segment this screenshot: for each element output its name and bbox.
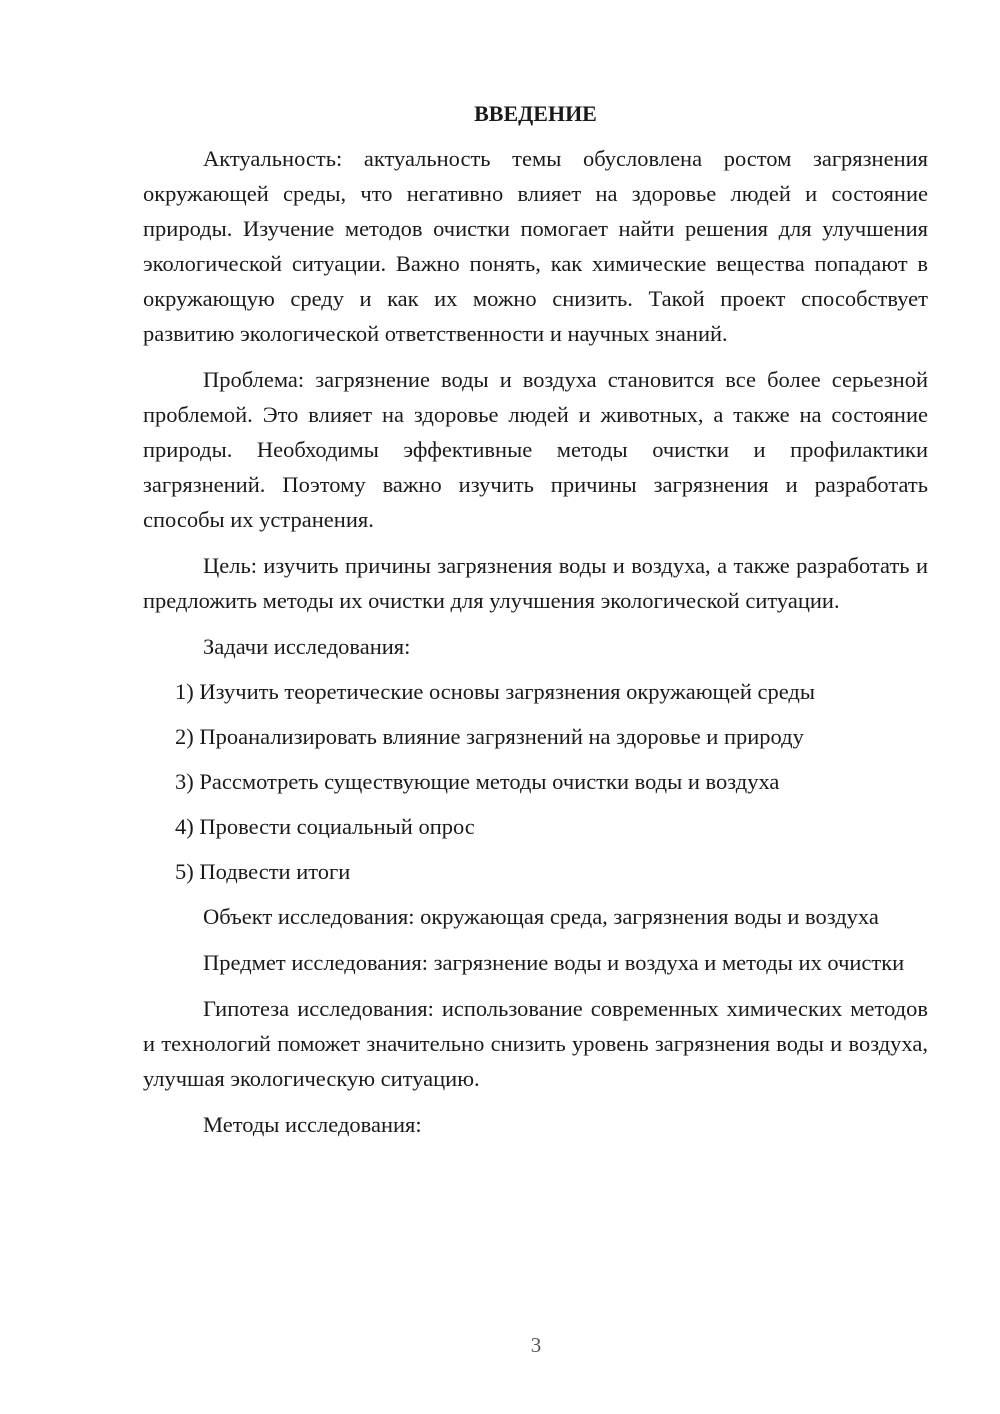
methods-heading: Методы исследования: xyxy=(203,1112,422,1137)
task-item: 1) Изучить теоретические основы загрязнения окружающей среды xyxy=(175,679,815,704)
task-item: 4) Провести социальный опрос xyxy=(175,814,475,839)
tasks-list xyxy=(143,674,928,889)
object-paragraph: Объект исследования: окружающая среда, загрязнения воды и воздуха xyxy=(203,904,879,929)
subject-paragraph: Предмет исследования: загрязнение воды и воздуха и методы их очистки xyxy=(203,950,905,975)
page-number: 3 xyxy=(530,1333,542,1357)
tasks-heading: Задачи исследования: xyxy=(203,634,411,659)
task-item: 2) Проанализировать влияние загрязнений на здоровье и природу xyxy=(175,724,804,749)
task-item: 5) Подвести итоги xyxy=(175,859,351,884)
problem-paragraph: Проблема: загрязнение воды и воздуха становится все более серьезной проблемой. Это влияет на здоровье людей и животных, а также на состояние природы. Необходимы эффективные методы очистки и профилактики загрязнений. Поэтому важно изучить причины загрязнения и разработать способы их устранения. xyxy=(143,367,928,532)
goal-paragraph: Цель: изучить причины загрязнения воды и воздуха, а также разработать и предложить методы их очистки для улучшения экологической ситуации. xyxy=(143,553,928,613)
document-page xyxy=(143,96,928,1153)
task-item: 3) Рассмотреть существующие методы очистки воды и воздуха xyxy=(175,769,780,794)
section-title: ВВЕДЕНИЕ xyxy=(474,101,597,126)
hypothesis-paragraph: Гипотеза исследования: использование современных химических методов и технологий поможет значительно снизить уровень загрязнения воды и воздуха, улучшая экологическую ситуацию. xyxy=(143,996,928,1091)
relevance-paragraph: Актуальность: актуальность темы обусловлена ростом загрязнения окружающей среды, что негативно влияет на здоровье людей и состояние природы. Изучение методов очистки помогает найти решения для улучшения экологической ситуации. Важно понять, как химические вещества попадают в окружающую среду и как их можно снизить. Такой проект способствует развитию экологической ответственности и научных знаний. xyxy=(143,146,928,346)
